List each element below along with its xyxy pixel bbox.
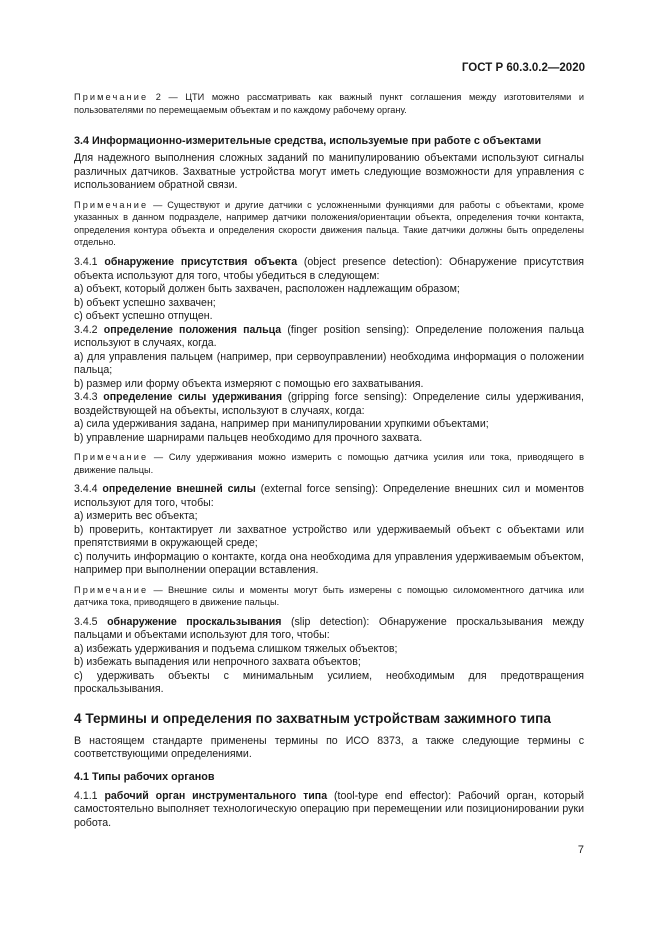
section-3-4-3-note — [74, 451, 584, 476]
page-content — [74, 91, 584, 830]
term-3-4-3 — [74, 391, 584, 418]
term-definition: (tool-type end effector): Рабочий орган, который самостоятельно выполняет технологическую операцию при перемещении или позиционировании руки робота. — [74, 789, 584, 829]
section-3-4-4-note — [74, 584, 584, 609]
note-label: Примечание — [74, 199, 149, 210]
term-definition: (object presence detection): Обнаружение присутствия объекта используют для того, чтобы убедиться в следующем: — [74, 256, 584, 282]
term-3-4-1 — [74, 256, 584, 283]
note-text: — Силу удерживания можно измерить с помощью датчика усилия или тока, приводящего в движение пальцы. — [74, 452, 584, 475]
term-number: 3.4.2 — [74, 323, 104, 336]
note-text: — Существуют и другие датчики с усложненными функциями для работы с объектами, кроме указанных в данном подразделе, например датчики положения/ориентации объекта, определения точки контакта, определения контура объекта и определения скорости движения пальца. Такие датчики должны быть определены отдельно. — [74, 199, 584, 248]
list-item: a) для управления пальцем (например, при сервоуправлении) необходима информация о положении пальца; — [74, 350, 584, 377]
list-item: b) размер или форму объекта измеряют с помощью его захватывания. — [74, 377, 424, 390]
section-3-4-paragraph: Для надежного выполнения сложных заданий по манипулированию объектами используют сигналы различных датчиков. Захватные устройства могут иметь следующие возможности для управления с использованием обратной связи. — [74, 152, 584, 192]
term-definition: (slip detection): Обнаружение проскальзывания между пальцами и объектами используют для того, чтобы: — [74, 615, 584, 642]
list-item: b) проверить, контактирует ли захватное устройство или удерживаемый объект с объектами или препятствиями в окружающей среде; — [74, 523, 584, 550]
note-text: 2 — ЦТИ можно рассматривать как важный пункт соглашения между изготовителями и пользователями по перемещаемым объектам и по каждому рабочему органу. — [74, 92, 584, 115]
section-3-4-note — [74, 199, 584, 249]
section-4-paragraph: В настоящем стандарте применены термины по ИСО 8373, а также следующие термины с соответствующими определениями. — [74, 734, 584, 761]
list-item: b) объект успешно захвачен; — [74, 296, 216, 309]
term-3-4-2 — [74, 324, 584, 351]
term-number: 3.4.3 — [74, 391, 104, 404]
term-title: определение внешней силы — [102, 483, 256, 496]
note-text: — Внешние силы и моменты могут быть измерены с помощью силомоментного датчика или датчика тока, приводящего в движение пальцы. — [74, 584, 584, 608]
list-item: a) сила удерживания задана, например при манипулировании хрупкими объектами; — [74, 418, 489, 431]
section-4-1-heading: 4.1 Типы рабочих органов — [74, 770, 215, 783]
term-3-4-5 — [74, 616, 584, 643]
list-item: c) получить информацию о контакте, когда она необходима для управления удерживаемым объектом, например при выполнении операции вставления. — [74, 550, 584, 577]
term-3-4-4 — [74, 483, 584, 510]
term-number: 3.4.4 — [74, 483, 103, 496]
note-label: Примечание — [74, 584, 149, 595]
term-definition: (external force sensing): Определение внешних сил и моментов используют для того, чтобы: — [74, 483, 584, 509]
list-item: a) избежать удерживания и подъема слишком тяжелых объектов; — [74, 642, 398, 655]
list-item: b) избежать выпадения или непрочного захвата объектов; — [74, 656, 361, 669]
term-definition: (finger position sensing): Определение положения пальца используют в случаях, когда. — [74, 323, 584, 350]
term-definition: (gripping force sensing): Определение силы удерживания, воздействующей на объекты, используют в случаях, когда: — [74, 391, 584, 417]
term-number: 3.4.5 — [74, 615, 108, 628]
list-item: b) управление шарнирами пальцев необходимо для прочного захвата. — [74, 431, 423, 444]
note-label: Примечание — [74, 92, 149, 102]
term-title: определение силы удерживания — [103, 391, 283, 404]
note-2 — [74, 91, 584, 116]
list-item: a) измерить вес объекта; — [74, 510, 198, 523]
section-3-4-heading: 3.4 Информационно-измерительные средства, используемые при работе с объектами — [74, 135, 542, 148]
list-item: c) объект успешно отпущен. — [74, 310, 213, 323]
note-label: Примечание — [74, 452, 149, 463]
term-number: 3.4.1 — [74, 256, 105, 269]
section-4-heading: 4 Термины и определения по захватным устройствам зажимного типа — [74, 710, 551, 726]
document-header: ГОСТ Р 60.3.0.2—2020 — [461, 62, 585, 74]
term-title: определение положения пальца — [103, 323, 282, 336]
list-item: a) объект, который должен быть захвачен, расположен надлежащим образом; — [74, 283, 460, 296]
page-number: 7 — [577, 844, 584, 856]
list-item: c) удерживать объекты с минимальным усилием, необходимым для предотвращения проскальзывания. — [74, 669, 584, 696]
term-number: 4.1.1 — [74, 789, 105, 802]
term-title: обнаружение проскальзывания — [107, 615, 282, 628]
term-4-1-1 — [74, 790, 584, 831]
term-title: рабочий орган инструментального типа — [104, 789, 328, 802]
term-title: обнаружение присутствия объекта — [104, 256, 298, 269]
